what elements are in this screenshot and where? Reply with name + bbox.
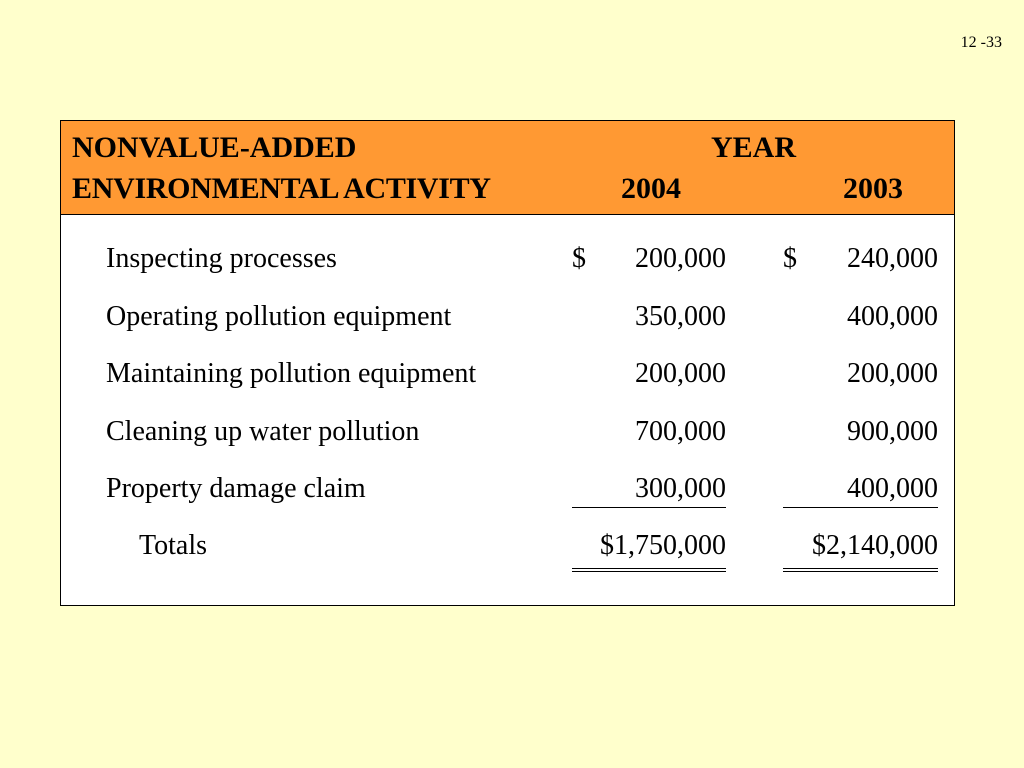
amount: 900,000 — [847, 416, 938, 447]
table-row — [61, 241, 954, 281]
table-header — [61, 121, 954, 215]
amount: 240,000 — [847, 243, 938, 274]
header-column-2004: 2004 — [621, 172, 681, 205]
row-label: Property damage claim — [106, 473, 366, 504]
amount: 200,000 — [635, 358, 726, 389]
table-row — [61, 414, 954, 454]
value-2003 — [783, 299, 938, 335]
value-2004 — [572, 414, 726, 450]
table-row — [61, 471, 954, 511]
total-2004 — [572, 528, 726, 572]
amount: 700,000 — [635, 416, 726, 447]
value-2004 — [572, 356, 726, 392]
row-label: Operating pollution equipment — [106, 301, 452, 332]
slide-number: 12 -33 — [960, 34, 1002, 51]
table-row — [61, 299, 954, 339]
currency-symbol: $ — [783, 243, 797, 274]
row-label: Maintaining pollution equipment — [106, 358, 477, 389]
amount: 350,000 — [635, 301, 726, 332]
value-2003 — [783, 414, 938, 450]
amount: $2,140,000 — [812, 530, 938, 561]
value-2003 — [783, 471, 938, 508]
header-title-line1: NONVALUE-ADDED — [72, 131, 357, 164]
header-column-2003: 2003 — [843, 172, 903, 205]
value-2004 — [572, 471, 726, 508]
value-2003 — [783, 241, 938, 277]
totals-row — [61, 528, 954, 568]
amount: $1,750,000 — [600, 530, 726, 561]
header-title-line2: ENVIRONMENTAL ACTIVITY — [72, 172, 491, 205]
amount: 400,000 — [847, 301, 938, 332]
row-label: Inspecting processes — [106, 243, 337, 274]
value-2004 — [572, 299, 726, 335]
amount: 300,000 — [635, 473, 726, 504]
value-2004 — [572, 241, 726, 277]
amount: 200,000 — [847, 358, 938, 389]
value-2003 — [783, 356, 938, 392]
totals-label: Totals — [139, 530, 208, 561]
header-year-label: YEAR — [711, 131, 797, 164]
table-row — [61, 356, 954, 396]
amount: 200,000 — [635, 243, 726, 274]
environmental-cost-table — [60, 120, 955, 606]
currency-symbol: $ — [572, 243, 586, 274]
total-2003 — [783, 528, 938, 572]
amount: 400,000 — [847, 473, 938, 504]
row-label: Cleaning up water pollution — [106, 416, 420, 447]
